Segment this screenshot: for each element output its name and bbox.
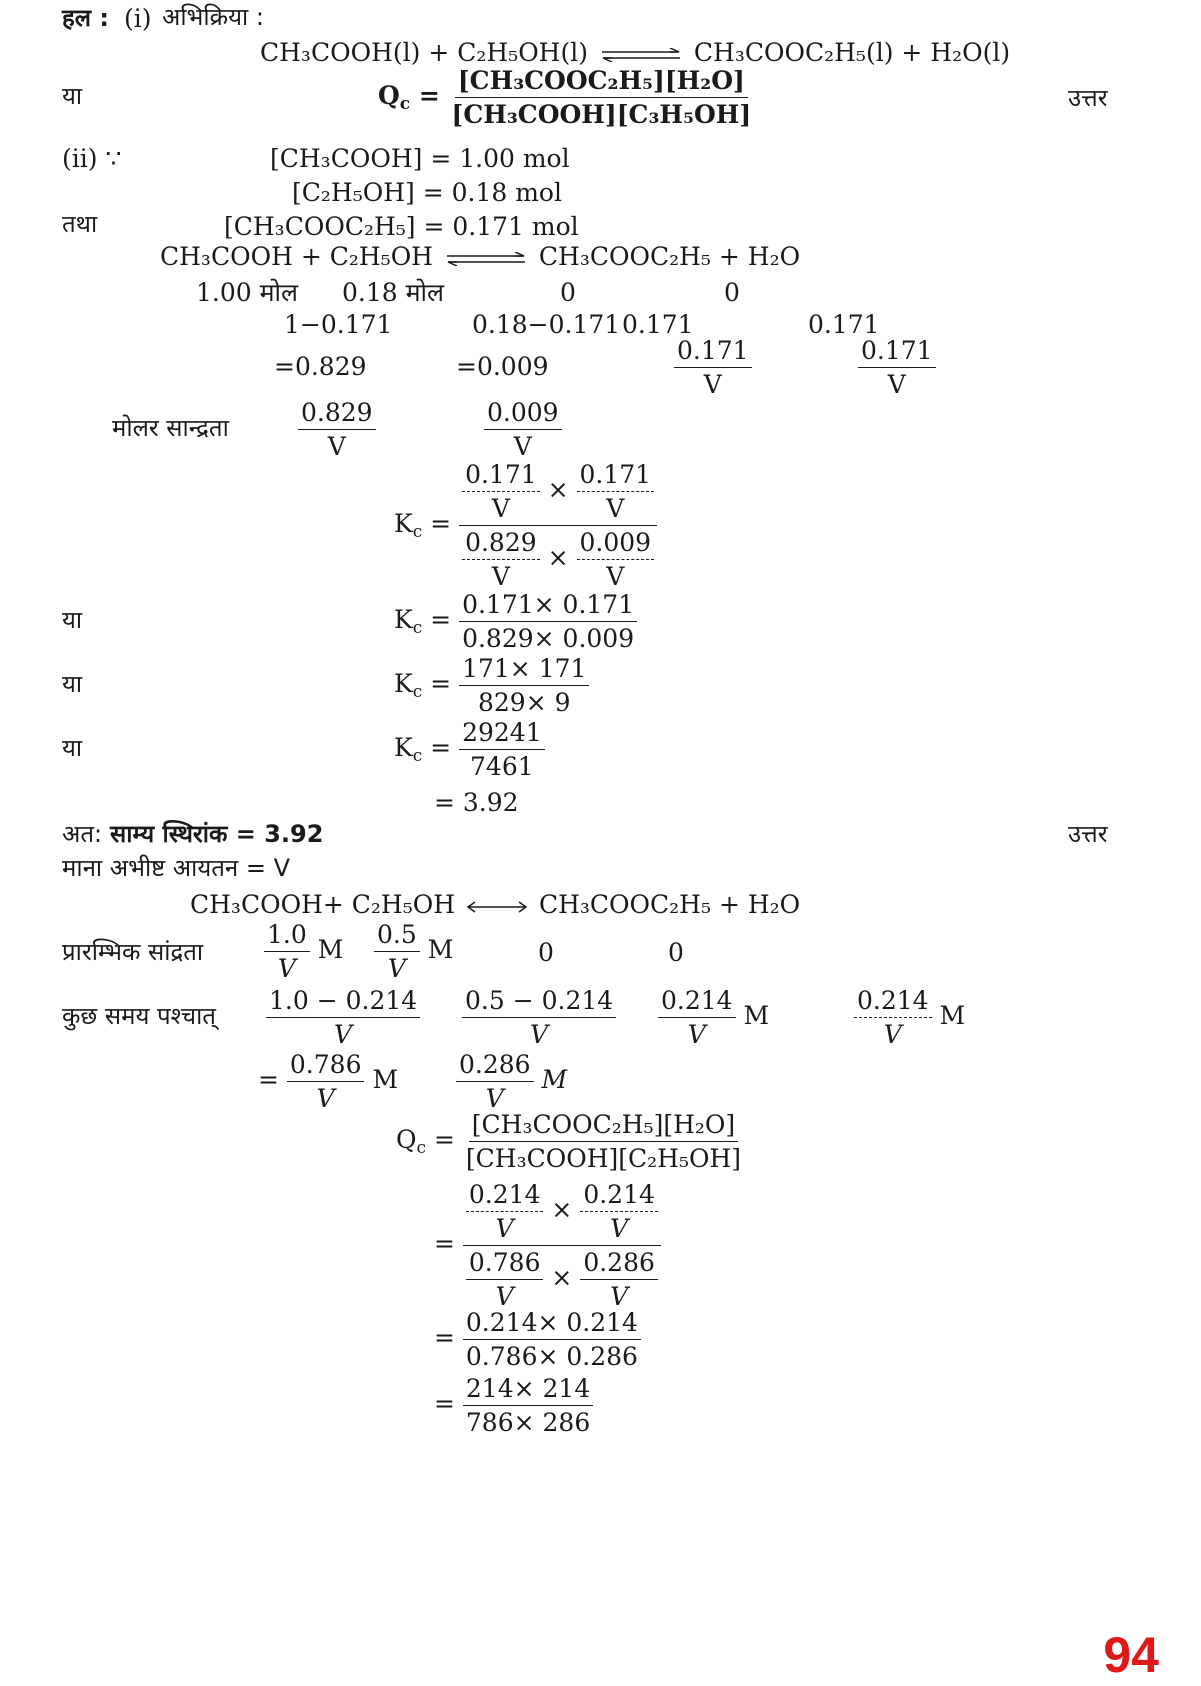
qc-expression-2: $Q_c$ = $\frac{\text{[CH₃COOC₂H₅][H₂O]}}{\text{[CH₃COOH][C₂H₅OH]}}$ xyxy=(396,1110,742,1173)
acid-conc-fraction: $\frac{0.829}{V}$ xyxy=(298,398,376,461)
ya-label-3: या xyxy=(62,670,83,698)
after-ester-conc: $\frac{0.214}{V}$ M xyxy=(658,986,769,1049)
reaction-1 xyxy=(260,38,1010,67)
tatha-label: तथा xyxy=(62,210,98,238)
reaction-3-left: CH₃COOH+ C₂H₅OH xyxy=(190,890,456,919)
init-alcohol-conc: $\frac{0.5}{V}$ M xyxy=(374,920,453,983)
init-acid-conc: $\frac{1.0}{V}$ M xyxy=(264,920,343,983)
kc-step-2: $K_c$ = $\frac{0.171\times 0.171}{0.829\times 0.009}$ xyxy=(394,590,637,653)
abhikriya-label: अभिक्रिया : xyxy=(162,3,264,31)
eq-acid: 1−0.171 xyxy=(284,310,393,339)
uttar-label-1: उत्तर xyxy=(1068,84,1108,112)
kc-result: = 3.92 xyxy=(434,788,519,817)
given-ester: [CH₃COOC₂H₅] = 0.171 mol xyxy=(224,212,579,241)
kc-step-3: $K_c$ = $\frac{171\times 171}{829\times 9}$ xyxy=(394,654,589,717)
qc-step-2: = $\frac{0.214}{V}$ × $\frac{0.214}{V}$ $\frac{0.786}{V}$ × $\frac{0.286}{V}$ xyxy=(434,1180,661,1311)
after-alcohol-simplified: $\frac{0.286}{V}$ M xyxy=(456,1050,567,1113)
eq-alcohol-value: =0.009 xyxy=(456,352,549,381)
initial-acid: 1.00 मोल xyxy=(196,278,298,307)
alcohol-conc-fraction: $\frac{0.009}{V}$ xyxy=(484,398,562,461)
ya-label-4: या xyxy=(62,734,83,762)
qc-denominator: [CH₃COOH][C₃H₅OH] xyxy=(451,100,752,129)
initial-alcohol: 0.18 मोल xyxy=(342,278,444,307)
page-number: 94 xyxy=(1103,1627,1159,1683)
prarambhik-label: प्रारम्भिक सांद्रता xyxy=(62,938,204,966)
ya-label-1: या xyxy=(62,82,83,110)
after-acid-conc: $\frac{1.0 - 0.214}{V}$ xyxy=(266,986,420,1049)
after-acid-simplified: = $\frac{0.786}{V}$ M xyxy=(258,1050,399,1113)
ester-conc-fraction: $\frac{0.171}{V}$ xyxy=(674,336,752,399)
reaction-1-right: CH₃COOC₂H₅(l) + H₂O(l) xyxy=(693,38,1011,67)
given-alcohol: [C₂H₅OH] = 0.18 mol xyxy=(292,178,562,207)
reaction-3-right: CH₃COOC₂H₅ + H₂O xyxy=(538,890,801,919)
equilibrium-arrow-icon xyxy=(600,48,682,62)
ataH-label: अत: xyxy=(62,820,103,848)
qc-step-3: = $\frac{0.214\times 0.214}{0.786\times 0.286}$ xyxy=(434,1308,641,1371)
part-i-label: (i) xyxy=(124,4,152,33)
eq-water: 0.171 xyxy=(808,310,880,339)
part-ii-label: (ii) ∵ xyxy=(62,144,122,173)
hal-label: हल : xyxy=(62,4,109,32)
initial-water: 0 xyxy=(724,278,740,307)
eq-acid-value: =0.829 xyxy=(274,352,367,381)
qc-numerator: [CH₃COOC₂H₅][H₂O] xyxy=(455,66,748,98)
qc-lhs: $Q_c$ = xyxy=(378,81,440,114)
reaction-2-right: CH₃COOC₂H₅ + H₂O xyxy=(538,242,801,271)
kc-expression-1: $K_c$ = $\frac{0.171}{V}$ × $\frac{0.171}{V}$ $\frac{0.829}{V}$ × $\frac{0.009}{V}$ xyxy=(394,460,657,591)
after-water-conc: $\frac{0.214}{V}$ M xyxy=(854,986,965,1049)
init-water-conc: 0 xyxy=(668,938,684,967)
qc-expression-1 xyxy=(378,66,754,129)
reaction-3 xyxy=(190,890,800,919)
kuch-samay-label: कुछ समय पश्चात् xyxy=(62,1002,216,1030)
init-ester-conc: 0 xyxy=(538,938,554,967)
double-arrow-icon xyxy=(466,900,528,914)
mana-label: माना अभीष्ट आयतन = V xyxy=(62,854,291,882)
reaction-1-left: CH₃COOH(l) + C₂H₅OH(l) xyxy=(260,38,588,67)
after-alcohol-conc: $\frac{0.5 - 0.214}{V}$ xyxy=(462,986,616,1049)
initial-ester: 0 xyxy=(560,278,576,307)
reaction-2 xyxy=(160,242,800,271)
equilibrium-arrow-icon xyxy=(445,252,527,266)
molar-sandrata-label: मोलर सान्द्रता xyxy=(112,414,229,442)
ya-label-2: या xyxy=(62,606,83,634)
eq-alcohol: 0.18−0.171 xyxy=(472,310,621,339)
water-conc-fraction: $\frac{0.171}{V}$ xyxy=(858,336,936,399)
given-acid: [CH₃COOH] = 1.00 mol xyxy=(270,144,570,173)
uttar-label-2: उत्तर xyxy=(1068,820,1108,848)
reaction-2-left: CH₃COOH + C₂H₅OH xyxy=(160,242,433,271)
eq-ester: 0.171 xyxy=(622,310,694,339)
qc-step-4: = $\frac{214\times 214}{786\times 286}$ xyxy=(434,1374,593,1437)
samya-sthirank: साम्य स्थिरांक = 3.92 xyxy=(110,820,324,848)
kc-step-4: $K_c$ = $\frac{29241}{7461}$ xyxy=(394,718,545,781)
